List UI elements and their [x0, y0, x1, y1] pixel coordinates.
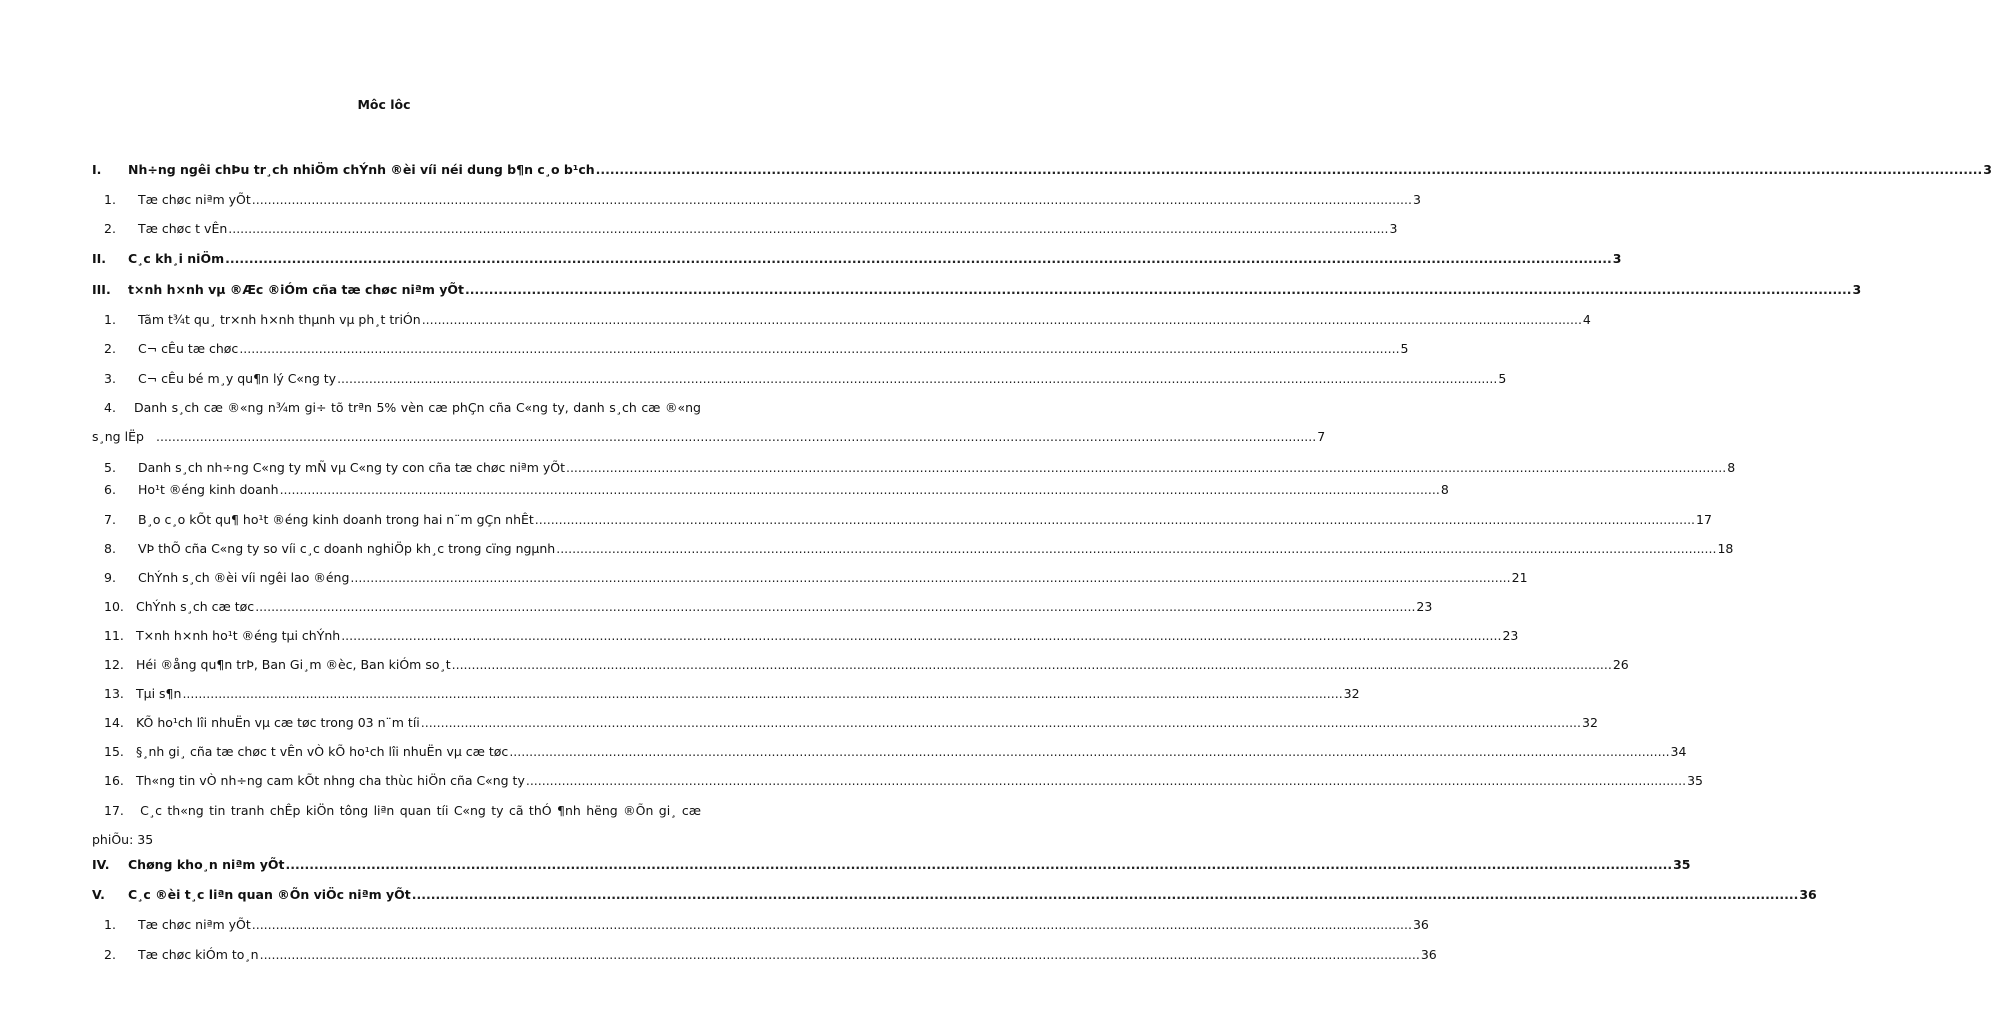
toc-number: 11.: [104, 628, 124, 643]
toc-text: Tãm t¾t qu¸ tr×nh h×nh thµnh vµ ph¸t triÓn: [138, 312, 421, 327]
toc-page: 3: [1389, 221, 1398, 236]
toc-page: 18: [1717, 541, 1734, 556]
toc-page: 35: [1673, 857, 1691, 872]
toc-page: 4: [1582, 312, 1591, 327]
toc-text: Tµi s¶n: [136, 686, 182, 701]
toc-entry[interactable]: [92, 393, 1326, 451]
toc-text: Tæ chøc t vÊn: [138, 221, 228, 236]
toc-page: 26: [1612, 657, 1629, 672]
toc-text: Tæ chøc niªm yÕt: [138, 917, 251, 932]
toc-entry[interactable]: [92, 679, 1360, 708]
toc-text: C¸c kh¸i niÖm: [128, 251, 225, 266]
leader-dots: [260, 940, 1420, 969]
toc-page: 7: [1317, 429, 1326, 444]
toc-number: II.: [92, 251, 107, 266]
toc-text: Tæ chøc kiÓm to¸n: [138, 947, 259, 962]
toc-page: 32: [1582, 715, 1598, 730]
toc-entry-wrapped: [92, 796, 701, 854]
toc-number: 10.: [104, 599, 124, 614]
toc-number: III.: [92, 282, 111, 297]
toc-number: V.: [92, 887, 105, 902]
toc-entry[interactable]: [92, 305, 1591, 334]
toc-page: 3: [1852, 282, 1862, 297]
leader-dots: [280, 475, 1440, 504]
toc-text: Chøng kho¸n niªm yÕt: [128, 857, 285, 872]
toc-page: 36: [1412, 917, 1429, 932]
toc-number: 1.: [104, 192, 116, 207]
leader-dots: [422, 305, 1582, 334]
toc-number: 2.: [104, 947, 116, 962]
toc-number: 3.: [104, 371, 116, 386]
toc-text: §¸nh gi¸ cña tæ chøc t vÊn vÒ kÕ ho¹ch lîi nhuËn vµ cæ tøc: [136, 744, 509, 759]
leader-dots: [509, 737, 1669, 766]
toc-entry[interactable]: [92, 650, 1629, 679]
toc-text: Héi ®ång qu¶n trÞ, Ban Gi¸m ®èc, Ban kiÓm so¸t: [136, 657, 451, 672]
toc-page: 21: [1511, 570, 1528, 585]
toc-page: 8: [1440, 482, 1449, 497]
toc-text: t×nh h×nh vµ ®Æc ®iÓm cña tæ chøc niªm yÕt: [128, 282, 464, 297]
leader-dots: [228, 214, 1388, 243]
toc-entry[interactable]: [92, 850, 1691, 879]
leader-dots: [526, 766, 1686, 795]
toc-entry[interactable]: [92, 880, 1817, 909]
toc-number: 2.: [104, 221, 116, 236]
toc-entry[interactable]: [92, 563, 1528, 592]
toc-number: 9.: [104, 570, 116, 585]
toc-number: 17.: [104, 803, 124, 818]
toc-entry[interactable]: [92, 214, 1398, 243]
toc-entry[interactable]: [92, 505, 1712, 534]
toc-entry[interactable]: [92, 534, 1734, 563]
toc-entry[interactable]: [92, 910, 1429, 939]
toc-number: 14.: [104, 715, 124, 730]
toc-page: 17: [1696, 512, 1712, 527]
toc-entry[interactable]: [92, 244, 1622, 273]
toc-number: 1.: [104, 917, 116, 932]
toc-entry[interactable]: [92, 621, 1519, 650]
toc-page: 36: [1799, 887, 1817, 902]
toc-text: ChÝnh s¸ch cæ tøc: [136, 599, 255, 614]
toc-entry[interactable]: [92, 708, 1598, 737]
toc-number: 15.: [104, 744, 124, 759]
toc-number: 1.: [104, 312, 116, 327]
leader-dots: [535, 505, 1695, 534]
leader-dots: [556, 534, 1716, 563]
leader-dots: [350, 563, 1510, 592]
toc-entry[interactable]: [92, 475, 1449, 504]
toc-page: 35: [1687, 773, 1703, 788]
leader-dots: [252, 185, 1412, 214]
toc-entry[interactable]: [92, 796, 701, 854]
toc-text: B¸o c¸o kÕt qu¶ ho¹t ®éng kinh doanh trong hai n¨m gÇn nhÊt: [138, 512, 534, 527]
toc-text: C¬ cÊu bé m¸y qu¶n lý C«ng ty: [138, 371, 337, 386]
leader-dots: [225, 244, 1612, 273]
toc-number: 6.: [104, 482, 116, 497]
toc-text: C¬ cÊu tæ chøc: [138, 341, 239, 356]
leader-dots: [182, 679, 1342, 708]
toc-page: 35: [137, 832, 154, 847]
toc-page: 5: [1498, 371, 1507, 386]
toc-entry[interactable]: [92, 155, 1992, 184]
toc-text: Ho¹t ®éng kinh doanh: [138, 482, 279, 497]
toc-page: 8: [1727, 460, 1736, 475]
toc-text: VÞ thÕ cña C«ng ty so víi c¸c doanh nghiÖp kh¸c trong cïng ngµnh: [138, 541, 556, 556]
leader-dots: [452, 650, 1612, 679]
leader-dots: [341, 621, 1501, 650]
leader-dots: [156, 422, 1316, 451]
toc-text: KÕ ho¹ch lîi nhuËn vµ cæ tøc trong 03 n¨m tíi: [136, 715, 420, 730]
toc-text: Danh s¸ch nh÷ng C«ng ty mÑ vµ C«ng ty con cña tæ chøc niªm yÕt: [138, 460, 565, 475]
toc-page: 23: [1502, 628, 1519, 643]
toc-page: 36: [1420, 947, 1437, 962]
toc-number: 13.: [104, 686, 124, 701]
toc-text: Danh s¸ch cæ ®«ng n¾m gi÷ tõ trªn 5% vèn cæ phÇn cña C«ng ty, danh s¸ch cæ ®«ng s¸ng lËp: [92, 400, 701, 444]
toc-number: 16.: [104, 773, 124, 788]
toc-text: ChÝnh s¸ch ®èi víi ngêi lao ®éng: [138, 570, 350, 585]
toc-entry[interactable]: [92, 334, 1409, 363]
toc-text: C¸c th«ng tin tranh chÊp kiÖn tông liªn quan tíi C«ng ty cã thÓ ¶nh hëng ®Õn gi¸ cæ phiÕu:: [92, 803, 701, 847]
leader-dots: [412, 880, 1799, 909]
toc-text: Th«ng tin vÒ nh÷ng cam kÕt nhng cha thùc hiÖn cña C«ng ty: [136, 773, 525, 788]
toc-entry[interactable]: [92, 364, 1507, 393]
toc-page: 3: [1412, 192, 1421, 207]
toc-page: 23: [1416, 599, 1433, 614]
toc-page: 34: [1670, 744, 1687, 759]
toc-entry[interactable]: [92, 185, 1421, 214]
toc-entry[interactable]: [92, 592, 1433, 621]
leader-dots: [465, 275, 1852, 304]
toc-number: 7.: [104, 512, 116, 527]
toc-text: Tæ chøc niªm yÕt: [138, 192, 251, 207]
toc-entry[interactable]: [92, 940, 1437, 969]
toc-number: 4.: [104, 400, 116, 415]
toc-number: 5.: [104, 460, 116, 475]
toc-page: 3: [1612, 251, 1622, 266]
toc-entry[interactable]: [92, 275, 1862, 304]
toc-text: T×nh h×nh ho¹t ®éng tµi chÝnh: [136, 628, 341, 643]
leader-dots: [337, 364, 1497, 393]
toc-text: C¸c ®èi t¸c liªn quan ®Õn viÖc niªm yÕt: [128, 887, 411, 902]
leader-dots: [286, 850, 1673, 879]
toc-number: I.: [92, 162, 102, 177]
toc-entry[interactable]: [92, 766, 1703, 795]
toc-text: Nh÷ng ngêi chÞu tr¸ch nhiÖm chÝnh ®èi víi néi dung b¶n c¸o b¹ch: [128, 162, 595, 177]
toc-page: 5: [1400, 341, 1409, 356]
toc-number: 8.: [104, 541, 116, 556]
toc-page: 32: [1343, 686, 1360, 701]
toc-number: 2.: [104, 341, 116, 356]
toc-page: 3: [1983, 162, 1992, 177]
leader-dots: [239, 334, 1399, 363]
leader-dots: [596, 155, 1983, 184]
leader-dots: [255, 592, 1415, 621]
leader-dots: [421, 708, 1581, 737]
toc-entry[interactable]: [92, 737, 1687, 766]
toc-number: IV.: [92, 857, 110, 872]
leader-dots: [252, 910, 1412, 939]
toc-number: 12.: [104, 657, 124, 672]
page-title: Môc lôc: [357, 97, 411, 112]
